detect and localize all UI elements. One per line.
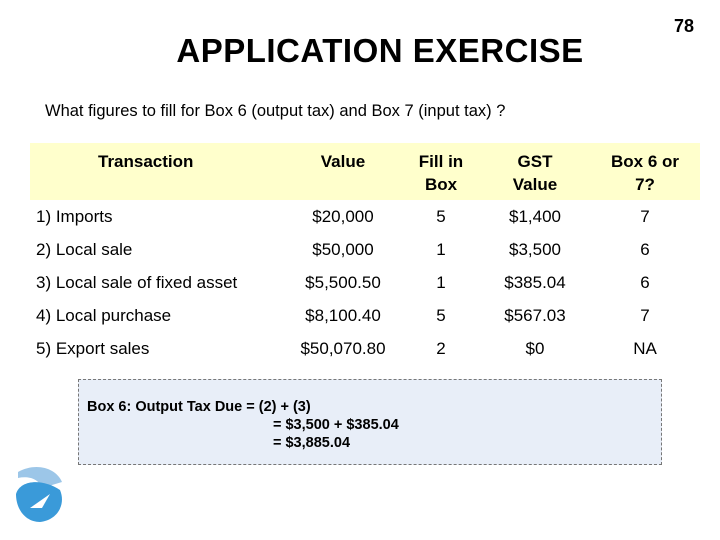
header-box6or7-line2: 7?: [635, 175, 655, 194]
header-gst-value-line2: Value: [512, 175, 558, 194]
cell-box6or7: 6: [640, 272, 650, 292]
table-header-row: [30, 143, 700, 200]
cell-box6or7: NA: [633, 338, 657, 358]
cell-transaction: 1) Imports: [36, 206, 113, 226]
header-value: [284, 143, 402, 200]
cell-gst-value: $0: [525, 338, 545, 358]
cell-gst-value: $1,400: [509, 206, 561, 226]
slide-number: 78: [673, 16, 694, 36]
cell-box6or7: 6: [640, 239, 650, 259]
header-transaction: [30, 143, 284, 200]
cell-transaction: 2) Local sale: [36, 239, 133, 259]
cell-fill-in-box: 5: [436, 305, 446, 325]
page-title: APPLICATION EXERCISE: [176, 32, 584, 69]
header-fill-in-box-line2: Box: [424, 175, 458, 194]
cell-box6or7: 7: [640, 206, 650, 226]
table-row: [30, 266, 700, 299]
cell-value: $50,000: [312, 239, 374, 259]
header-box6or7-line1: Box 6 or: [610, 152, 680, 171]
cell-value: $5,500.50: [305, 272, 381, 292]
company-logo-icon: [12, 464, 66, 526]
table-row: [30, 200, 700, 233]
header-box6or7: [590, 143, 700, 200]
note-line-1: Box 6: Output Tax Due = (2) + (3): [87, 399, 311, 415]
header-value-label: Value: [320, 152, 366, 171]
header-fill-in-box-line1: Fill in: [418, 152, 464, 171]
note-line-2: = $3,500 + $385.04: [273, 417, 399, 433]
cell-value: $8,100.40: [305, 305, 381, 325]
table-row: [30, 233, 700, 266]
output-tax-note: [78, 379, 662, 465]
cell-transaction: 3) Local sale of fixed asset: [36, 272, 238, 292]
header-gst-value: [480, 143, 590, 200]
cell-gst-value: $3,500: [509, 239, 561, 259]
transaction-table: [30, 143, 700, 365]
cell-box6or7: 7: [640, 305, 650, 325]
header-transaction-label: Transaction: [98, 152, 194, 171]
note-line-3: = $3,885.04: [273, 435, 351, 451]
cell-fill-in-box: 1: [436, 239, 446, 259]
cell-gst-value: $567.03: [504, 305, 566, 325]
cell-fill-in-box: 1: [436, 272, 446, 292]
cell-fill-in-box: 2: [436, 338, 446, 358]
question-text: What figures to fill for Box 6 (output tax) and Box 7 (input tax) ?: [45, 102, 506, 120]
table-row: [30, 332, 700, 365]
cell-transaction: 5) Export sales: [36, 338, 150, 358]
cell-transaction: 4) Local purchase: [36, 305, 172, 325]
header-gst-value-line1: GST: [517, 152, 553, 171]
cell-value: $20,000: [312, 206, 374, 226]
header-fill-in-box: [402, 143, 480, 200]
cell-value: $50,070.80: [300, 338, 386, 358]
cell-gst-value: $385.04: [504, 272, 566, 292]
cell-fill-in-box: 5: [436, 206, 446, 226]
table-row: [30, 299, 700, 332]
